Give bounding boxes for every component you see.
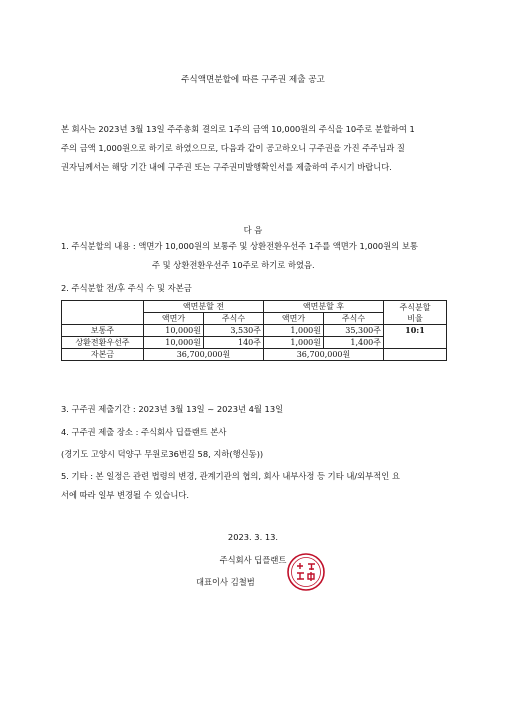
item-5-line-1: 5. 기타 : 본 일정은 관련 법령의 변경, 관계기관의 협의, 회사 내부사정 등 기타 내/외부적인 요 — [61, 471, 400, 481]
intro-line-3: 권자님께서는 해당 기간 내에 구주권 또는 구주권미발행확인서를 제출하여 주시기 바랍니다. — [61, 162, 392, 172]
before-face-header: 액면가 — [144, 313, 204, 325]
notice-date: 2023. 3. 13. — [227, 532, 279, 542]
signer-line: 대표이사 김철범 — [196, 577, 255, 587]
cell-before-count: 3,530주 — [204, 325, 264, 337]
before-header: 액면분할 전 — [144, 301, 264, 313]
share-split-table — [61, 300, 447, 361]
capital-after: 36,700,000원 — [264, 349, 384, 361]
company-seal-icon — [286, 552, 326, 592]
item-3: 3. 구주권 제출기간 : 2023년 3월 13일 ~ 2023년 4월 13일 — [61, 404, 284, 414]
cell-after-face: 1,000원 — [264, 325, 324, 337]
table-corner-cell — [62, 301, 144, 325]
capital-ratio-empty — [384, 349, 447, 361]
item-2: 2. 주식분할 전/후 주식 수 및 자본금 — [61, 283, 192, 293]
after-count-header: 주식수 — [324, 313, 384, 325]
cell-before-count: 140주 — [204, 337, 264, 349]
after-face-header: 액면가 — [264, 313, 324, 325]
ratio-header-line-2: 비율 — [407, 313, 423, 323]
intro-line-2: 주의 금액 1,000원으로 하기로 하였으므로, 다음과 같이 공고하오니 구주권을 가진 주주님과 질 — [61, 143, 405, 153]
capital-label: 자본금 — [62, 349, 144, 361]
cell-after-count: 35,300주 — [324, 325, 384, 337]
table-row — [62, 325, 447, 337]
cell-before-face: 10,000원 — [144, 325, 204, 337]
item-5-line-2: 서에 따라 일부 변경될 수 있습니다. — [61, 490, 190, 500]
section-heading: 다 음 — [243, 225, 263, 235]
ratio-header — [384, 301, 447, 325]
intro-line-1: 본 회사는 2023년 3월 13일 주주총회 결의로 1주의 금액 10,000원의 주식을 10주로 분할하여 1 — [61, 124, 415, 134]
cell-after-face: 1,000원 — [264, 337, 324, 349]
intro-paragraph — [61, 120, 446, 177]
item-1-line-1: 1. 주식분할의 내용 : 액면가 10,000원의 보통주 및 상환전환우선주 1주를 액면가 1,000원의 보통 — [61, 241, 418, 251]
item-4: 4. 구주권 제출 장소 : 주식회사 딥플랜트 본사 — [61, 427, 227, 437]
company-name: 주식회사 딥플랜트 — [219, 555, 287, 565]
ratio-value: 10:1 — [384, 325, 447, 349]
item-1-line-2: 주 및 상환전환우선주 10주로 하기로 하였음. — [152, 260, 315, 270]
document-title: 주식액면분할에 따른 구주권 제출 공고 — [181, 75, 325, 85]
cell-after-count: 1,400주 — [324, 337, 384, 349]
row-label: 상환전환우선주 — [62, 337, 144, 349]
table-header-row — [62, 301, 447, 313]
address-line: (경기도 고양시 덕양구 무원로36번길 58, 지하(행신동)) — [61, 449, 264, 459]
ratio-header-line-1: 주식분할 — [399, 302, 431, 312]
capital-before: 36,700,000원 — [144, 349, 264, 361]
table-capital-row — [62, 349, 447, 361]
before-count-header: 주식수 — [204, 313, 264, 325]
cell-before-face: 10,000원 — [144, 337, 204, 349]
after-header: 액면분할 후 — [264, 301, 384, 313]
row-label: 보통주 — [62, 325, 144, 337]
